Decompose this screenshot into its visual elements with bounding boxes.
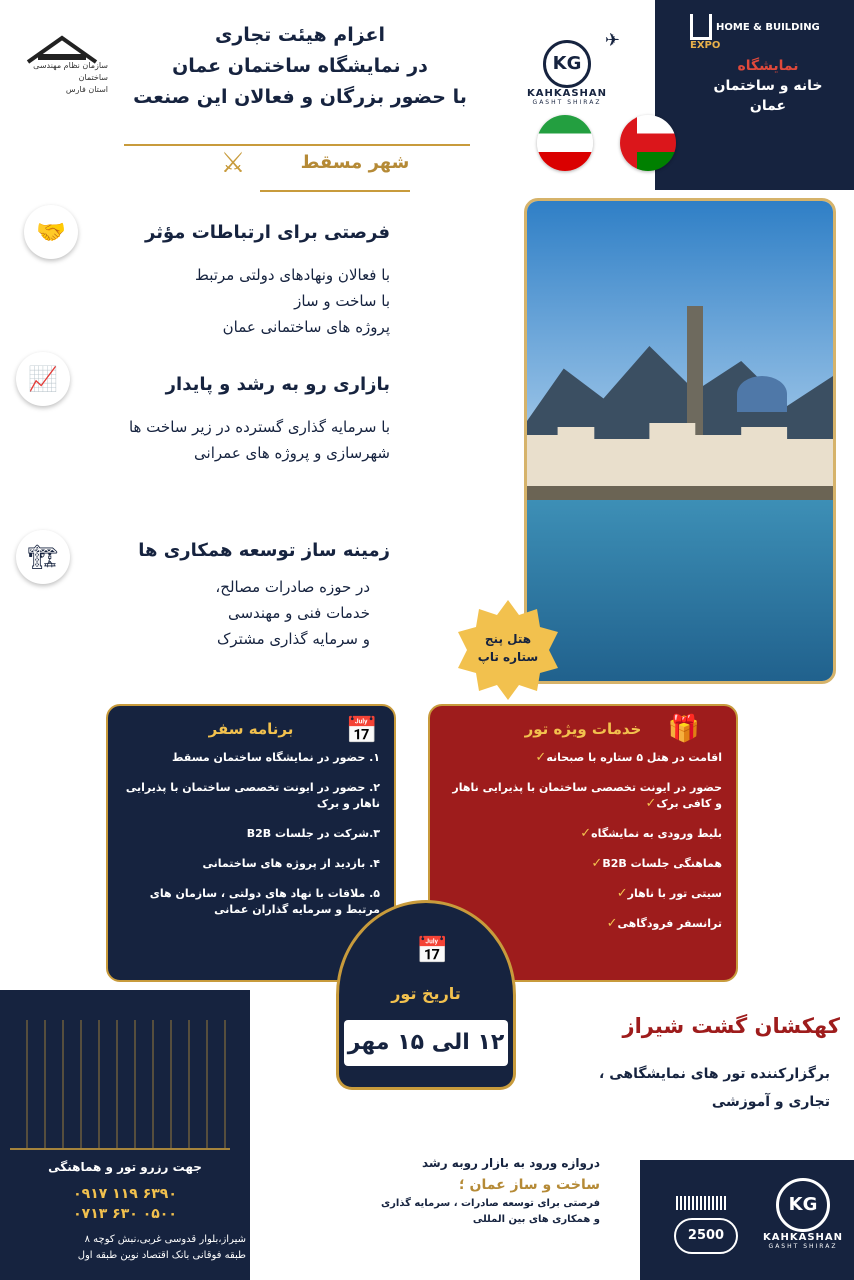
title-line3: با حضور بزرگان و فعالان این صنعت	[133, 86, 467, 108]
service-item	[444, 856, 722, 872]
service-item-text: بلیط ورودی به نمایشگاه	[591, 827, 722, 840]
skyline-illustration	[10, 1020, 230, 1150]
kahkashan-sub-bottom: GASHT SHIRAZ	[768, 1243, 838, 1250]
engineering-org-text	[22, 60, 108, 96]
check-icon: ✓	[535, 750, 547, 765]
service-item	[444, 750, 722, 766]
title-line2: در نمایشگاه ساختمان عمان	[172, 55, 428, 77]
kahkashan-mark: KG	[543, 40, 591, 88]
kahkashan-name: KAHKASHAN	[526, 88, 608, 99]
org-text-line1: سازمان نظام مهندسی ساختمان	[33, 61, 108, 82]
hb-logo-icon	[690, 14, 712, 40]
service-item-text: اقامت در هتل ۵ ستاره با صبحانه	[546, 751, 722, 764]
service-item-text: ترانسفر فرودگاهی	[617, 917, 722, 930]
gateway-line2: ساخت و ساز عمان ؛	[459, 1177, 600, 1193]
service-item-text: حضور در ایونت تخصصی ساختمان با پذیرایی ناهار و کافی برک	[452, 781, 722, 810]
gateway-line1: دروازه ورود به بازار روبه رشد	[421, 1156, 600, 1170]
gift-icon: 🎁	[667, 714, 700, 744]
kahkashan-logo-bottom	[756, 1172, 850, 1250]
itinerary-item: ۴. بازدید از پروژه های ساختمانی	[202, 857, 380, 870]
handshake-icon: 🤝	[24, 205, 78, 259]
service-item	[444, 780, 722, 812]
feature-body-1: با فعالان ونهادهای دولتی مرتبط با ساخت و ساز پروژه های ساختمانی عمان	[195, 266, 390, 336]
crane-icon: 🏗	[16, 530, 70, 584]
service-item-text: سیتی تور با ناهار	[627, 887, 722, 900]
expo-title-line1: نمایشگاه	[737, 58, 799, 74]
company-tagline: برگزارکننده تور های نمایشگاهی ، تجاری و آموزشی	[599, 1066, 830, 1110]
service-item-text: هماهنگی جلسات B2B	[602, 857, 722, 870]
feature-title-2: بازاری رو به رشد و پایدار	[165, 374, 390, 395]
itinerary-item: ۵. ملاقات با نهاد های دولتی ، سازمان های مرتبط و سرمایه گذاران عمانی	[149, 887, 380, 916]
title-line1: اعزام هیئت تجاری	[214, 24, 386, 46]
page-title	[110, 20, 490, 113]
itinerary-title: برنامه سفر	[208, 720, 294, 738]
tour-date-label: تاریخ تور	[391, 984, 461, 1003]
contact-title: جهت رزرو تور و هماهنگی	[48, 1160, 202, 1174]
hotel-badge-line2: ستاره تاپ	[477, 650, 539, 664]
muscat-photo	[524, 198, 836, 684]
airplane-icon: ✈	[604, 30, 620, 51]
service-item	[444, 826, 722, 842]
expo-title-line3: عمان	[749, 98, 787, 114]
2500-badge: 2500	[674, 1218, 738, 1254]
contact-address: شیراز،بلوار قدوسی غربی،نبش کوچه ۸ طبقه فوقانی بانک اقتصاد نوین طبقه اول	[77, 1234, 246, 1261]
service-item	[444, 886, 722, 902]
expo-logo-text: HOME & BUILDING	[716, 22, 820, 33]
org-text-line2: استان فارس	[65, 85, 108, 94]
tour-date-value: ۱۲ الی ۱۵ مهر	[344, 1020, 508, 1066]
growth-chart-icon: 📈	[16, 352, 70, 406]
itinerary-item: ۱. حضور در نمایشگاه ساختمان مسقط	[172, 751, 380, 764]
check-icon: ✓	[645, 796, 657, 811]
check-icon: ✓	[591, 856, 603, 871]
expo-logo	[690, 14, 840, 51]
hotel-badge-line1: هتل پنج	[484, 632, 532, 646]
iran-flag-icon	[537, 115, 593, 171]
expo-title	[708, 56, 828, 116]
kahkashan-sub: GASHT SHIRAZ	[532, 99, 602, 106]
gateway-line3: فرصتی برای توسعه صادرات ، سرمایه گذاری و همکاری های بین المللی	[381, 1198, 600, 1225]
itinerary-item: ۳.شرکت در جلسات B2B	[246, 827, 380, 840]
date-calendar-icon: 📅	[416, 936, 449, 966]
oman-emblem-icon: ⚔	[220, 146, 246, 179]
city-underline	[260, 190, 410, 192]
oman-flag-icon	[620, 115, 676, 171]
services-title: خدمات ویژه تور	[524, 720, 642, 738]
kahkashan-mark-bottom: KG	[776, 1178, 830, 1232]
expo-title-line2: خانه و ساختمان	[713, 78, 823, 94]
header-divider	[124, 144, 470, 146]
hotel-badge-text	[470, 630, 546, 666]
kahkashan-name-bottom: KAHKASHAN	[762, 1232, 844, 1243]
phone-number-1[interactable]: ۰۹۱۷ ۱۱۹ ۶۳۹۰	[73, 1186, 177, 1202]
city-label: شهر مسقط	[300, 152, 410, 173]
check-icon: ✓	[580, 826, 592, 841]
company-name: کهکشان گشت شیراز	[622, 1014, 840, 1038]
feature-body-3: در حوزه صادرات مصالح، خدمات فنی و مهندسی و سرمایه گذاری مشترک	[215, 578, 370, 648]
feature-body-2: با سرمایه گذاری گسترده در زیر ساخت ها شهرسازی و پروژه های عمرانی	[128, 418, 390, 462]
check-icon: ✓	[616, 886, 628, 901]
expo-logo-accent: EXPO	[690, 40, 721, 51]
barcode-icon	[676, 1196, 726, 1210]
check-icon: ✓	[606, 916, 618, 931]
itinerary-item: ۲. حضور در ایونت تخصصی ساختمان با پذیرایی ناهار و برک	[125, 781, 380, 810]
gateway-text	[290, 1152, 600, 1228]
calendar-icon: 📅	[345, 716, 378, 746]
kahkashan-logo-top	[512, 30, 622, 106]
feature-title-3: زمینه ساز توسعه همکاری ها	[138, 540, 390, 561]
feature-title-1: فرصتی برای ارتباطات مؤثر	[145, 222, 390, 243]
phone-number-2[interactable]: ۰۷۱۳ ۶۳۰ ۰۵۰۰	[73, 1206, 177, 1222]
